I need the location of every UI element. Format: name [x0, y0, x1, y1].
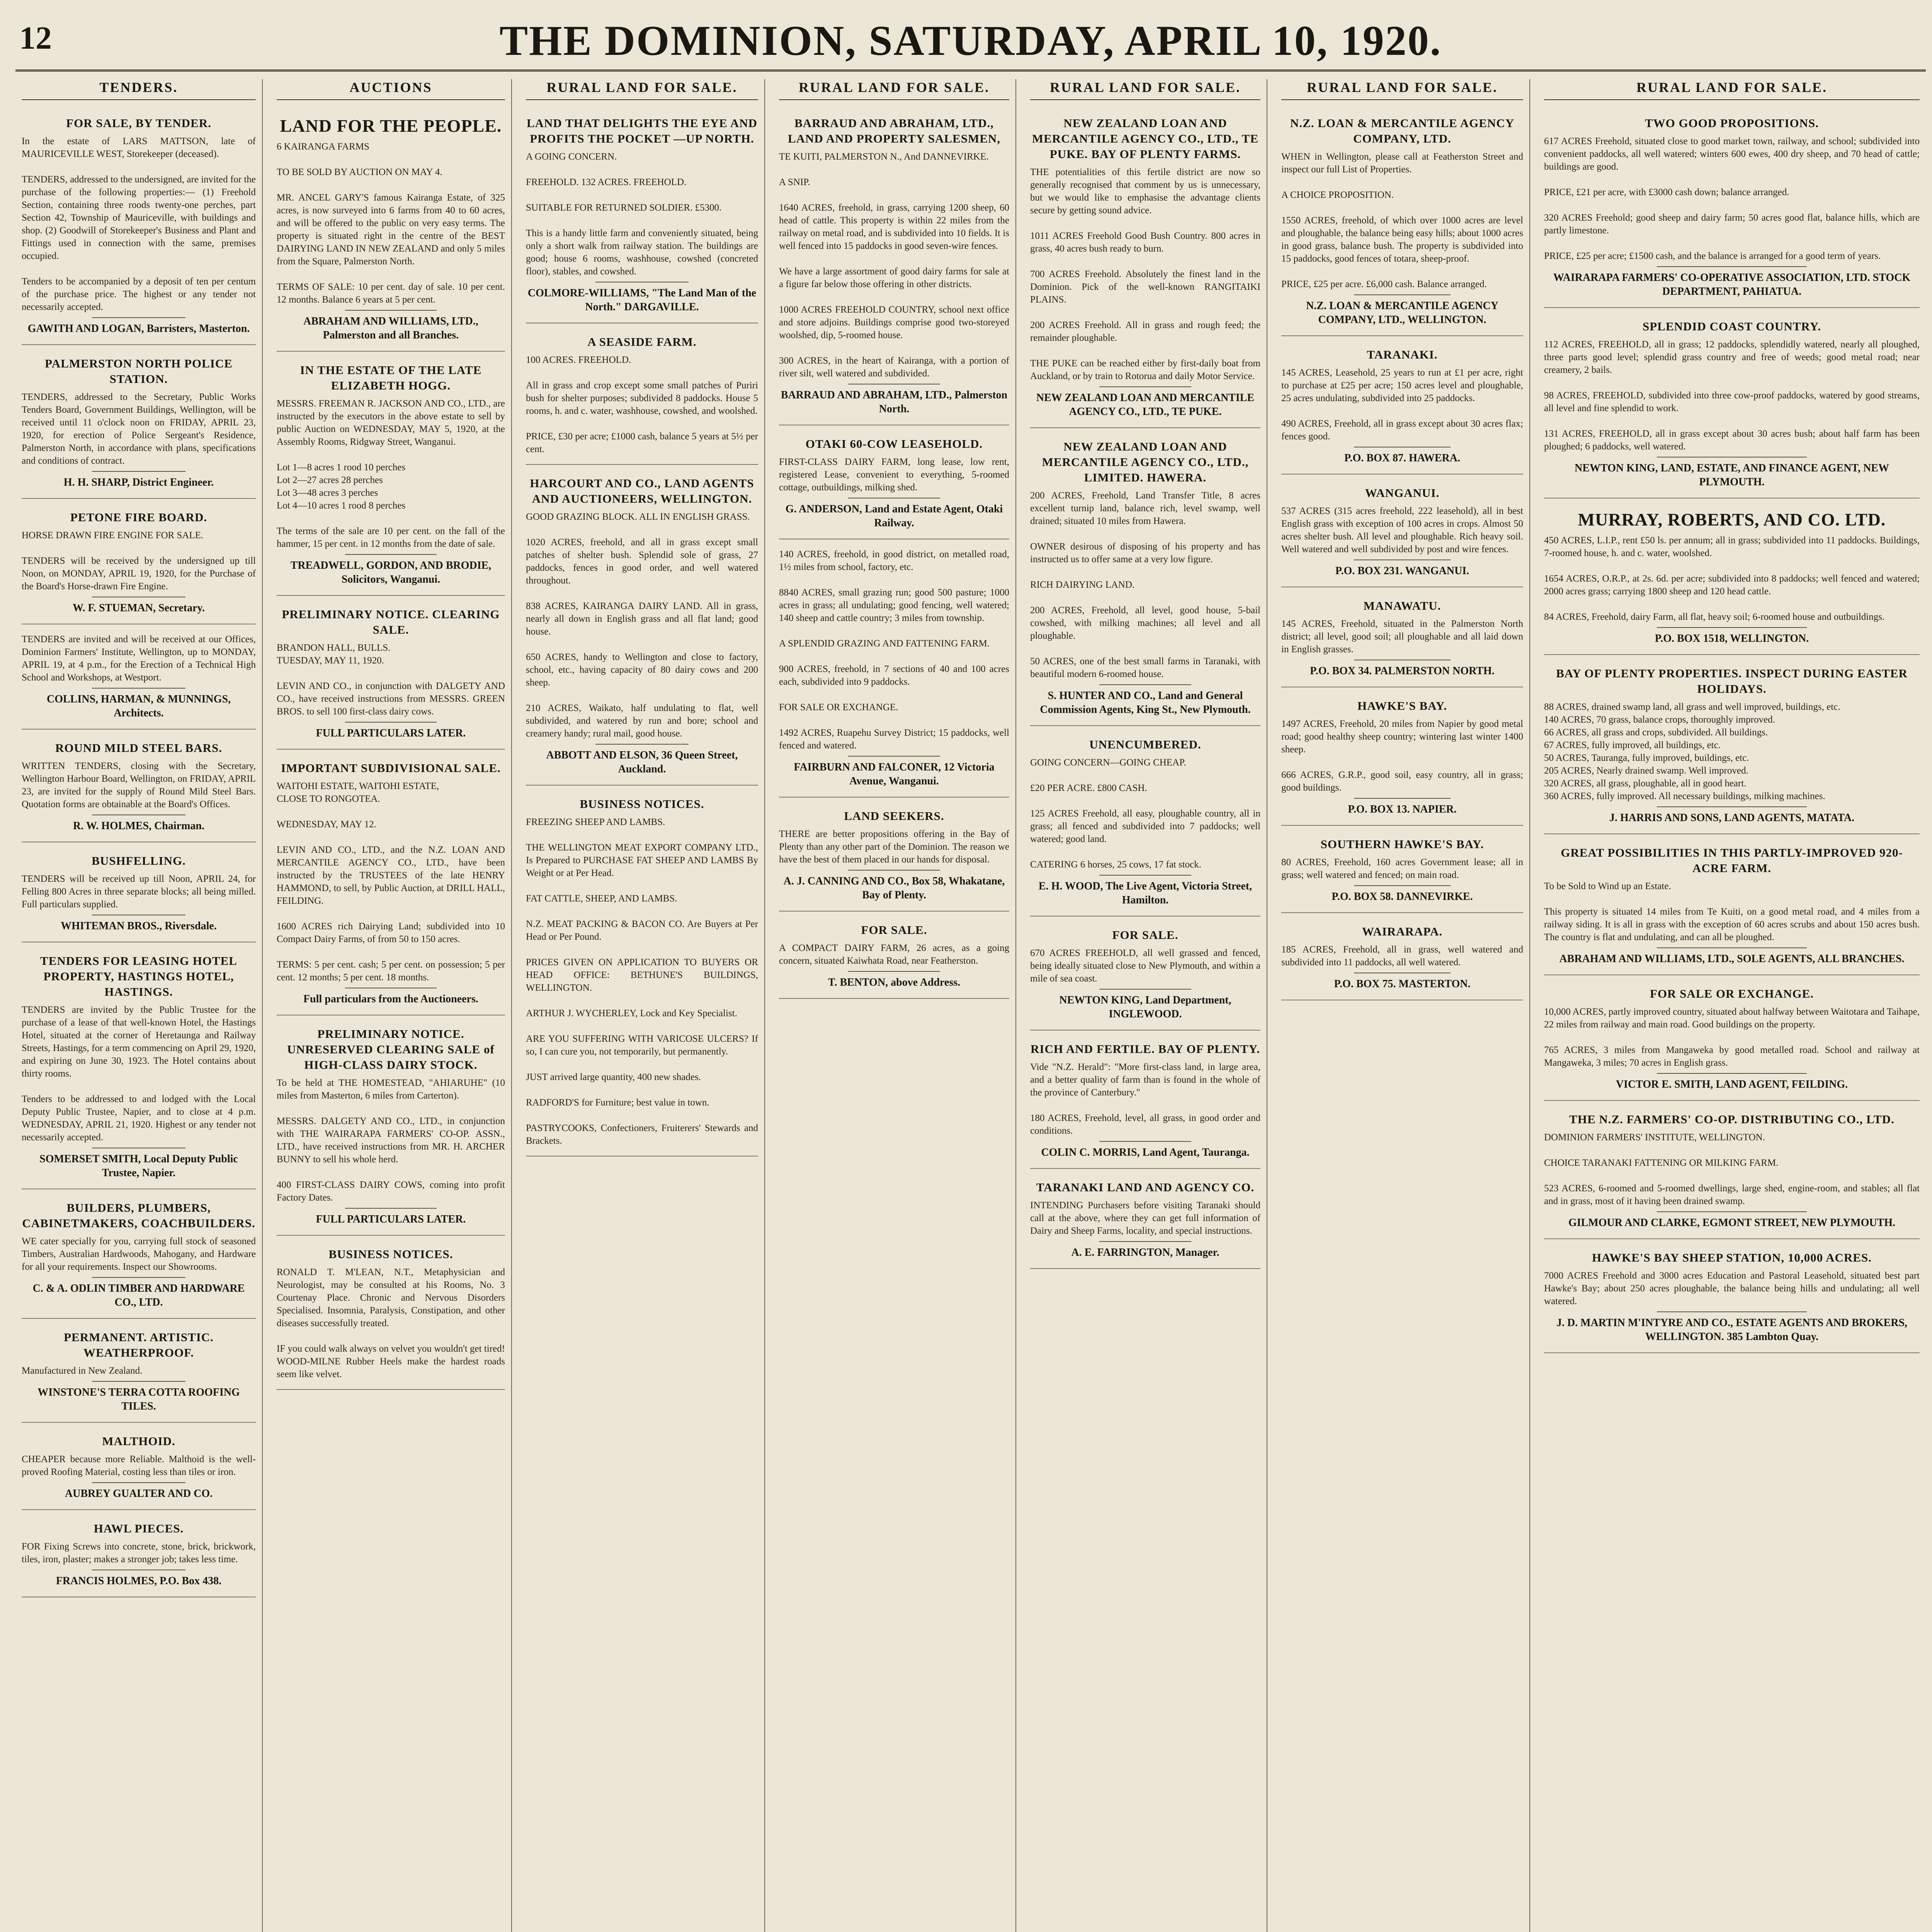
- ad-signature: P.O. BOX 87. HAWERA.: [1344, 452, 1460, 464]
- ad-signature: FAIRBURN AND FALCONER, 12 Victoria Avenue, Wanganui.: [794, 761, 995, 787]
- advertisement: [277, 1019, 505, 1236]
- ad-signature: P.O. BOX 13. NAPIER.: [1348, 803, 1457, 815]
- advertisement: [1544, 502, 1920, 655]
- ad-signature: GILMOUR AND CLARKE, EGMONT STREET, NEW PLYMOUTH.: [1568, 1217, 1896, 1229]
- advertisement: [22, 946, 256, 1189]
- ad-body: 185 ACRES, Freehold, all in grass, well watered and subdivided into 11 paddocks, all well watered.: [1281, 944, 1523, 968]
- ad-body: FIRST-CLASS DAIRY FARM, long lease, low rent, registered Lease, convenient to everything, 5-roomed cottage, outbuildings, milking shed.: [779, 457, 1009, 493]
- ad-title: PALMERSTON NORTH POLICE STATION.: [45, 357, 233, 386]
- ad-signature: ABRAHAM AND WILLIAMS, LTD., Palmerston and all Branches.: [303, 315, 478, 341]
- ad-body: In the estate of LARS MATTSON, late of MAURICEVILLE WEST, Storekeeper (deceased). TENDERS, addressed to the undersigned, are invited for the purchase of the following properties:— (1) Freehold Section, containing three roods twenty-one perches, part Section 42, Township of Mauriceville, with buildings and shop. (2) Goodwill of Storekeeper's Business and Plant and Fittings used in connection with the same, premises occupied. Tenders to be accompanied by a deposit of ten per centum of the purchase price. The highest or any tender not necessarily accepted.: [22, 136, 256, 312]
- advertisement: [22, 1513, 256, 1597]
- ad-signature: P.O. BOX 1518, WELLINGTON.: [1655, 633, 1809, 645]
- ad-title: WANGANUI.: [1365, 486, 1440, 500]
- divider: [1657, 1211, 1807, 1212]
- ad-title: MURRAY, ROBERTS, AND CO. LTD.: [1578, 510, 1886, 529]
- ad-title: HARCOURT AND CO., LAND AGENTS AND AUCTIONEERS, WELLINGTON.: [530, 476, 754, 505]
- divider: [1099, 1241, 1191, 1242]
- ad-title: IN THE ESTATE OF THE LATE ELIZABETH HOGG.: [300, 363, 482, 392]
- divider: [345, 1208, 436, 1209]
- ad-signature: COLLINS, HARMAN, & MUNNINGS, Architects.: [46, 693, 231, 719]
- ad-signature: J. HARRIS AND SONS, LAND AGENTS, MATATA.: [1609, 812, 1855, 824]
- ad-signature: Full particulars from the Auctioneers.: [303, 993, 478, 1005]
- ad-body: 6 KAIRANGA FARMS TO BE SOLD BY AUCTION ON MAY 4. MR. ANCEL GARY'S famous Kairanga Estate, of 325 acres, is now surveyed into 6 farms from 40 to 60 acres, and will be offered to the public on very easy terms. The property is situated right in the centre of the BEST DAIRYING LAND IN NEW ZEALAND and only 5 miles from the Square, Palmerston North. TERMS OF SALE: 10 per cent. day of sale. 10 per cent. 12 months. Balance 6 years at 5 per cent.: [277, 141, 505, 305]
- ad-signature: WHITEMAN BROS., Riversdale.: [61, 920, 217, 932]
- ad-signature: SOMERSET SMITH, Local Deputy Public Trustee, Napier.: [39, 1153, 238, 1179]
- ad-signature: COLMORE-WILLIAMS, "The Land Man of the North." DARGAVILLE.: [527, 287, 757, 313]
- ad-body: 617 ACRES Freehold, situated close to good market town, railway, and school; subdivided into convenient paddocks, all well watered; winters 600 ewes, 400 dry sheep, and 70 head of cattle; buildings are good. PRICE, £21 per acre, with £3000 cash down; balance arranged. 320 ACRES Freehold; good sheep and dairy farm; 50 acres good flat, balance hills, which are partly limestone. PRICE, £25 per acre; £1500 cash, and the balance is arranged for a good term of years.: [1544, 136, 1920, 261]
- ad-signature: H. H. SHARP, District Engineer.: [63, 476, 214, 488]
- ad-signature: P.O. BOX 75. MASTERTON.: [1334, 978, 1471, 990]
- ad-body: DOMINION FARMERS' INSTITUTE, WELLINGTON. CHOICE TARANAKI FATTENING OR MILKING FARM. 523 ACRES, 6-roomed and 5-roomed dwellings, large shed, engine-room, and stables; all flat and in grass, most of it having been drained swamp.: [1544, 1132, 1920, 1206]
- ad-title: NEW ZEALAND LOAN AND MERCANTILE AGENCY CO., LTD., LIMITED. HAWERA.: [1042, 440, 1249, 484]
- ad-title: FOR SALE.: [861, 923, 927, 937]
- ad-body: 80 ACRES, Freehold, 160 acres Government lease; all in grass; well watered and fenced; on main road.: [1281, 857, 1523, 880]
- ad-body: WAITOHI ESTATE, WAITOHI ESTATE, CLOSE TO RONGOTEA. WEDNESDAY, MAY 12. LEVIN AND CO., LTD., and the N.Z. LOAN AND MERCANTILE AGENCY CO., LTD., have been instructed by the TRUSTEES of the late HENRY HAMMOND, to sell, by Public Auction, at DRILL HALL, FEILDING. 1600 ACRES rich Dairying Land; subdivided into 10 Compact Dairy Farms, of from 50 to 150 acres. TERMS: 5 per cent. cash; 5 per cent. on possession; 5 per cent. 12 months; 5 per cent. 18 months.: [277, 781, 505, 983]
- ad-title: BUILDERS, PLUMBERS, CABINETMAKERS, COACHBUILDERS.: [22, 1201, 255, 1230]
- advertisement: [779, 543, 1009, 798]
- divider: [345, 554, 436, 555]
- ad-body: FREEZING SHEEP AND LAMBS. THE WELLINGTON MEAT EXPORT COMPANY LTD., Is Prepared to PURCHASE FAT SHEEP AND LAMBS By Weight or at Per Head. FAT CATTLE, SHEEP, AND LAMBS. N.Z. MEAT PACKING & BACON CO. Are Buyers at Per Head or Per Pound. PRICES GIVEN ON APPLICATION TO BUYERS OR HEAD OFFICE: BETHUNE'S BUILDINGS, WELLINGTON. ARTHUR J. WYCHERLEY, Lock and Key Specialist. ARE YOU SUFFERING WITH VARICOSE ULCERS? If so, I can cure you, not temporarily, but permanently. JUST arrived large quantity, 400 new shades. RADFORD'S for Furniture; best value in town. PASTRYCOOKS, Confectioners, Fruiterers' Stewards and Brackets.: [526, 817, 758, 1146]
- ad-title: TENDERS FOR LEASING HOTEL PROPERTY, HASTINGS HOTEL, HASTINGS.: [40, 954, 237, 998]
- ad-title: RICH AND FERTILE. BAY OF PLENTY.: [1031, 1042, 1260, 1056]
- divider: [1657, 1073, 1807, 1074]
- divider: [1657, 1311, 1807, 1312]
- ad-signature: FULL PARTICULARS LATER.: [316, 727, 466, 739]
- divider: [92, 471, 185, 472]
- ad-signature: ABRAHAM AND WILLIAMS, LTD., SOLE AGENTS, ALL BRANCHES.: [1559, 953, 1905, 965]
- ad-signature: FRANCIS HOLMES, P.O. Box 438.: [56, 1575, 222, 1587]
- ad-body: BRANDON HALL, BULLS. TUESDAY, MAY 11, 1920. LEVIN AND CO., in conjunction with DALGETY AND CO., have received instructions from MESSRS. GREEN BROS. to sell 100 first-class dairy cows.: [277, 643, 505, 717]
- ad-title: A SEASIDE FARM.: [587, 335, 697, 349]
- divider: [1099, 684, 1191, 685]
- ad-title: THE N.Z. FARMERS' CO-OP. DISTRIBUTING CO., LTD.: [1569, 1112, 1895, 1126]
- ad-title: HAWKE'S BAY.: [1357, 699, 1447, 713]
- ad-signature: W. F. STUEMAN, Secretary.: [73, 602, 205, 614]
- advertisement: [22, 348, 256, 499]
- ad-signature: P.O. BOX 58. DANNEVIRKE.: [1332, 891, 1473, 903]
- ad-body: TENDERS will be received up till Noon, APRIL 24, for Felling 800 Acres in three separate blocks; all being milled. Full particulars supplied.: [22, 874, 256, 910]
- advertisement: [1030, 729, 1260, 917]
- ad-signature: NEW ZEALAND LOAN AND MERCANTILE AGENCY CO., LTD., TE PUKE.: [1036, 392, 1255, 418]
- column-heading: RURAL LAND FOR SALE.: [1544, 79, 1920, 100]
- column-4: [773, 79, 1016, 1932]
- ad-body: 537 ACRES (315 acres freehold, 222 leasehold), all in best English grass with exception of 100 acres in crops. Almost 50 acres shelter bush. All level and ploughable. Rich heavy soil. Well watered and well subdivided by post and wire fences.: [1281, 506, 1523, 554]
- ad-body: GOOD GRAZING BLOCK. ALL IN ENGLISH GRASS. 1020 ACRES, freehold, and all in grass except small patches of shelter bush. Splendid sole of grass, 27 paddocks, fences in good order, and well watered throughout. 838 ACRES, KAIRANGA DAIRY LAND. All in grass, nearly all down in English grass and all flat land; good house. 650 ACRES, handy to Wellington and close to factory, school, etc., having capacity of 80 dairy cows and 200 sheep. 210 ACRES, Waikato, half undulating to flat, well subdivided, and watered by run and bore; school and creamery handy; rural mail, good house.: [526, 512, 758, 739]
- ad-body: 450 ACRES, L.I.P., rent £50 ls. per annum; all in grass; subdivided into 11 paddocks. Buildings, 7-roomed house, h. and c. water, woolshed. 1654 ACRES, O.R.P., at 2s. 6d. per acre; subdivided into 8 paddocks; well fenced and watered; 2000 acres grass; carrying 1800 sheep and 120 head cattle. 84 ACRES, Freehold, dairy Farm, all flat, heavy soil; 6-roomed house and outbuildings.: [1544, 535, 1920, 622]
- ad-title: PERMANENT. ARTISTIC. WEATHERPROOF.: [64, 1330, 214, 1359]
- ad-title: BAY OF PLENTY PROPERTIES. INSPECT DURING EASTER HOLIDAYS.: [1556, 667, 1908, 696]
- advertisement: [22, 502, 256, 624]
- ad-title: BARRAUD AND ABRAHAM, LTD., LAND AND PROPERTY SALESMEN,: [787, 116, 1001, 145]
- column-3: [520, 79, 765, 1932]
- divider: [595, 744, 688, 745]
- masthead-title: THE DOMINION, SATURDAY, APRIL 10, 1920.: [499, 17, 1442, 64]
- advertisement: [1544, 1104, 1920, 1239]
- ad-body: 88 ACRES, drained swamp land, all grass and well improved, buildings, etc. 140 ACRES, 70 grass, balance crops, thoroughly improved. 66 ACRES, all grass and crops, subdivided. All buildings. 67 ACRES, fully improved, all buildings, etc. 50 ACRES, Tauranga, fully improved, buildings, etc. 205 ACRES, Nearly drained swamp. Well improved. 320 ACRES, all grass, ploughable, all in good heart. 360 ACRES, fully improved. All necessary buildings, milking machines.: [1544, 702, 1840, 801]
- advertisement: [1030, 431, 1260, 726]
- ad-body: 200 ACRES, Freehold, Land Transfer Title, 8 acres excellent turnip land, balance rich, level swamp, well drained; situated 10 miles from Hawera. OWNER desirous of disposing of his property and has instructed us to offer same at a very low figure. RICH DAIRYING LAND. 200 ACRES, Freehold, all level, good house, 5-bail cowshed, with milking machines; all level and all ploughable. 50 ACRES, one of the best small farms in Taranaki, with beautiful modern 6-roomed house.: [1030, 490, 1260, 679]
- ad-signature: AUBREY GUALTER AND CO.: [65, 1488, 213, 1500]
- ad-body: FOR Fixing Screws into concrete, stone, brick, brickwork, tiles, iron, plaster; makes a stronger job; takes less time.: [22, 1541, 256, 1565]
- ad-title: TWO GOOD PROPOSITIONS.: [1645, 116, 1819, 130]
- ad-title: OTAKI 60-COW LEASEHOLD.: [805, 437, 983, 451]
- ad-signature: A. E. FARRINGTON, Manager.: [1071, 1247, 1219, 1259]
- advertisement: [1030, 1034, 1260, 1169]
- divider: [1657, 266, 1807, 267]
- ad-title: MALTHOID.: [102, 1434, 175, 1448]
- advertisement: [22, 108, 256, 345]
- divider: [1657, 627, 1807, 628]
- ad-body: 112 ACRES, FREEHOLD, all in grass; 12 paddocks, splendidly watered, nearly all ploughed, three parts good level; splendid grass country and free of weeds; good metal road; near creamery, 2 bails. 98 ACRES, FREEHOLD, subdivided into three cow-proof paddocks, watered by good streams, all level and fine splendid to work. 131 ACRES, FREEHOLD, all in grass except about 30 acres bush; about half farm has been ploughed; 6 paddocks, well watered.: [1544, 339, 1920, 452]
- advertisement: [22, 1426, 256, 1510]
- ad-title: HAWKE'S BAY SHEEP STATION, 10,000 ACRES.: [1592, 1251, 1872, 1264]
- advertisement: [1281, 478, 1523, 587]
- advertisement: [277, 108, 505, 352]
- divider: [1657, 947, 1807, 948]
- ad-title: N.Z. LOAN & MERCANTILE AGENCY COMPANY, LTD.: [1290, 116, 1515, 145]
- ad-signature: COLIN C. MORRIS, Land Agent, Tauranga.: [1041, 1146, 1250, 1158]
- column-1: [15, 79, 263, 1932]
- divider: [848, 756, 940, 757]
- divider: [92, 688, 185, 689]
- ad-title: WAIRARAPA.: [1362, 925, 1443, 938]
- ad-body: To be Sold to Wind up an Estate. This property is situated 14 miles from Te Kuiti, on a good metal road, and 4 miles from a railway siding. It is all in grass with the exception of 60 acres scrubs and about 150 acres bush. The country is flat and undulating, and can all be ploughed.: [1544, 881, 1920, 942]
- ad-body: RONALD T. M'LEAN, N.T., Metaphysician and Neurologist, may be consulted at his Rooms, No. 3 Courtenay Place. Chronic and Nervous Disorders Specialised. Insomnia, Paralysis, Constipation, and other diseases successfully treated. IF you could walk always on velvet you wouldn't get tired! WOOD-MILNE Rubber Heels make the hardest roads seem like velvet.: [277, 1267, 505, 1379]
- ad-signature: WINSTONE'S TERRA COTTA ROOFING TILES.: [37, 1386, 240, 1412]
- ad-title: FOR SALE, BY TENDER.: [66, 116, 211, 130]
- advertisement: [22, 628, 256, 730]
- ad-body: TE KUITI, PALMERSTON N., And DANNEVIRKE. A SNIP. 1640 ACRES, freehold, in grass, carrying 1200 sheep, 60 head of cattle. This property is within 22 miles from the railway on metal road, and is subdivided into 10 fields. It is well fenced into 15 paddocks in good seven-wire fences. We have a large assortment of good dairy farms for sale at a figure far below those offering in other districts. 1000 ACRES FREEHOLD COUNTRY, school next office and store adjoins. Buildings comprise good two-storeyed woolshed, dip, 5-roomed house. 300 ACRES, in the heart of Kairanga, with a portion of river silt, well watered and subdivided.: [779, 151, 1009, 379]
- ad-signature: R. W. HOLMES, Chairman.: [73, 820, 204, 832]
- ad-title: UNENCUMBERED.: [1089, 738, 1201, 751]
- advertisement: [779, 915, 1009, 999]
- ad-body: TENDERS are invited and will be received at our Offices, Dominion Farmers' Institute, Wellington, up to MONDAY, APRIL 19, at 4 p.m., for the Erection of a Technical High School and Workshops, at Westport.: [22, 634, 256, 683]
- advertisement: [779, 108, 1009, 425]
- ad-title: MANAWATU.: [1363, 599, 1441, 612]
- divider: [848, 870, 940, 871]
- ad-title: LAND THAT DELIGHTS THE EYE AND PROFITS THE POCKET —UP NORTH.: [526, 116, 758, 145]
- ad-signature: NEWTON KING, LAND, ESTATE, AND FINANCE AGENT, NEW PLYMOUTH.: [1575, 462, 1889, 488]
- ad-signature: BARRAUD AND ABRAHAM, LTD., Palmerston North.: [781, 389, 1008, 415]
- advertisement: [526, 468, 758, 786]
- ad-signature: G. ANDERSON, Land and Estate Agent, Otaki Railway.: [785, 503, 1003, 529]
- ad-body: THERE are better propositions offering in the Bay of Plenty than any other part of the Dominion. The reason we have the best of them placed in our hands for disposal.: [779, 829, 1009, 865]
- advertisement: [22, 733, 256, 842]
- ad-signature: P.O. BOX 231. WANGANUI.: [1335, 565, 1469, 577]
- ad-title: PRELIMINARY NOTICE. UNRESERVED CLEARING SALE of HIGH-CLASS DAIRY STOCK.: [287, 1027, 495, 1071]
- advertisement: [1544, 837, 1920, 975]
- ad-title: PRELIMINARY NOTICE. CLEARING SALE.: [282, 607, 500, 636]
- ad-body: THE potentialities of this fertile district are now so generally recognised that comment by us is unnecessary, but we would like to emphasise the advantage clients secure by getting sound advice. 1011 ACRES Freehold Good Bush Country. 800 acres in grass, 40 acres bush ready to burn. 700 ACRES Freehold. Absolutely the finest land in the Dominion. Pick of the well-known RANGITAIKI PLAINS. 200 ACRES Freehold. All in grass and rough feed; the remainder ploughable. THE PUKE can be reached either by first-daily boat from Auckland, or by train to Rotorua and daily Motor Service.: [1030, 167, 1260, 381]
- advertisement: [779, 801, 1009, 912]
- ad-title: BUSHFELLING.: [92, 854, 186, 867]
- advertisement: [1544, 311, 1920, 498]
- ad-title: ROUND MILD STEEL BARS.: [55, 741, 222, 755]
- ad-body: WHEN in Wellington, please call at Featherston Street and inspect our full List of Properties. A CHOICE PROPOSITION. 1550 ACRES, freehold, of which over 1000 acres are level and ploughable, the balance being easy hills; about 1000 acres in good grass, balance bush. The property is subdivided into 15 paddocks, good fences of totara, sheep-proof. PRICE, £25 per acre. £6,000 cash. Balance arranged.: [1281, 151, 1523, 289]
- ad-title: TARANAKI LAND AND AGENCY CO.: [1036, 1180, 1255, 1194]
- ad-title: IMPORTANT SUBDIVISIONAL SALE.: [281, 761, 501, 775]
- column-heading: AUCTIONS: [277, 79, 505, 100]
- column-heading: RURAL LAND FOR SALE.: [1030, 79, 1260, 100]
- ad-signature: T. BENTON, above Address.: [828, 976, 961, 988]
- ad-signature: C. & A. ODLIN TIMBER AND HARDWARE CO., LTD.: [32, 1282, 245, 1308]
- ad-signature: E. H. WOOD, The Live Agent, Victoria Street, Hamilton.: [1038, 880, 1252, 906]
- advertisement: [1544, 1242, 1920, 1353]
- ad-signature: S. HUNTER AND CO., Land and General Commission Agents, King St., New Plymouth.: [1040, 690, 1251, 716]
- column-heading: TENDERS.: [22, 79, 256, 100]
- ad-title: SPLENDID COAST COUNTRY.: [1642, 320, 1821, 333]
- advertisement: [1030, 920, 1260, 1031]
- divider: [1657, 806, 1807, 807]
- advertisement: [1281, 590, 1523, 687]
- ad-body: A COMPACT DAIRY FARM, 26 acres, as a going concern, situated Kaiwhata Road, near Featherston.: [779, 943, 1009, 966]
- column-2: [270, 79, 512, 1932]
- advertisement: [1281, 339, 1523, 474]
- divider: [345, 310, 436, 311]
- divider: [1354, 294, 1451, 295]
- ad-body: 140 ACRES, freehold, in good district, on metalled road, 1½ miles from school, factory, etc. 8840 ACRES, small grazing run; good 500 pasture; 1000 acres in grass; all undulating; good fencing, well watered; 140 sheep and cattle country; 3 miles from township. A SPLENDID GRAZING AND FATTENING FARM. 900 ACRES, freehold, in 7 sections of 40 and 100 acres each, subdivided into 9 paddocks. FOR SALE OR EXCHANGE. 1492 ACRES, Ruapehu Survey District; 15 paddocks, well fenced and watered.: [779, 549, 1009, 751]
- ad-signature: A. J. CANNING AND CO., Box 58, Whakatane, Bay of Plenty.: [783, 875, 1005, 901]
- ad-signature: N.Z. LOAN & MERCANTILE AGENCY COMPANY, LTD., WELLINGTON.: [1306, 300, 1498, 326]
- advertisement: [1544, 108, 1920, 308]
- advertisement: [779, 429, 1009, 539]
- page-number: 12: [19, 20, 52, 56]
- advertisement: [277, 753, 505, 1015]
- advertisement: [526, 789, 758, 1156]
- advertisement: [1281, 108, 1523, 336]
- ad-body: 145 ACRES, Leasehold, 25 years to run at £1 per acre, right to purchase at £25 per acre; 150 acres level and ploughable, 25 acres undulating, subdivided into 25 paddocks. 490 ACRES, Freehold, all in grass except about 30 acres flax; fences good.: [1281, 367, 1523, 442]
- ad-body: WE cater specially for you, carrying full stock of seasoned Timbers, Australian Hardwoods, Mahogany, and Hardware for all your requirements. Inspect our Showrooms.: [22, 1236, 256, 1272]
- ad-body: 1497 ACRES, Freehold, 20 miles from Napier by good metal road; good healthy sheep country; wintering last winter 1400 sheep. 666 ACRES, G.R.P., good soil, easy country, all in grass; good buildings.: [1281, 719, 1523, 793]
- ad-signature: GAWITH AND LOGAN, Barristers, Masterton.: [27, 323, 250, 335]
- divider: [92, 1482, 185, 1483]
- ad-body: TENDERS, addressed to the Secretary, Public Works Tenders Board, Government Buildings, Wellington, will be received until 11 o'clock noon on FRIDAY, APRIL 23, 1920, for erection of Police Sergeant's Residence, Palmerston North, in accordance with plans, specifications and conditions of contract.: [22, 392, 256, 466]
- ad-body: TENDERS are invited by the Public Trustee for the purchase of a lease of that well-known Hotel, the Hastings Hotel, situated at the corner of Heretaunga and Railway Streets, Hastings, for a term commencing on April 29, 1920, and expiring on June 30, 1923. The Hotel contains about thirty rooms. Tenders to be addressed to and lodged with the Local Deputy Public Trustee, Napier, and to close at 4 p.m. WEDNESDAY, APRIL 21, 1920. Highest or any tender not necessarily accepted.: [22, 1005, 256, 1143]
- ad-body: To be held at THE HOMESTEAD, "AHIARUHE" (10 miles from Masterton, 6 miles from Carterton). MESSRS. DALGETY AND CO., LTD., in conjunction with THE WAIRARAPA FARMERS' CO-OP. ASSN., LTD., have received instructions from MR. H. ARCHER BUNNY to sell his whole herd. 400 FIRST-CLASS DAIRY COWS, coming into profit Factory Dates.: [277, 1078, 505, 1203]
- ad-body: Vide "N.Z. Herald": "More first-class land, in large area, and a better quality of farm than is found in the whole of the province of Canterbury." 180 ACRES, Freehold, level, all grass, in good order and conditions.: [1030, 1062, 1260, 1136]
- ad-title: LAND SEEKERS.: [844, 809, 944, 823]
- advertisement: [1281, 690, 1523, 826]
- divider: [1099, 386, 1191, 387]
- ad-body: Manufactured in New Zealand.: [22, 1366, 143, 1376]
- advertisement: [277, 1239, 505, 1390]
- ad-body: CHEAPER because more Reliable. Malthoid is the well-proved Roofing Material, costing less than tiles or iron.: [22, 1454, 256, 1477]
- ad-body: WRITTEN TENDERS, closing with the Secretary, Wellington Harbour Board, Wellington, on FRIDAY, APRIL 23, are invited for the supply of Round Mild Steel Bars. Quotation forms are obtainable at the Board's Offices.: [22, 761, 256, 810]
- divider: [1099, 1141, 1191, 1142]
- ad-signature: TREADWELL, GORDON, AND BRODIE, Solicitors, Wanganui.: [290, 560, 492, 585]
- ad-title: FOR SALE.: [1112, 928, 1179, 942]
- ad-body: INTENDING Purchasers before visiting Taranaki should call at the above, where they can get full information of Dairy and Sheep Farms, locality, and special instructions.: [1030, 1200, 1260, 1236]
- ad-body: A GOING CONCERN. FREEHOLD. 132 ACRES. FREEHOLD. SUITABLE FOR RETURNED SOLDIER. £5300. This is a handy little farm and conveniently situated, being only a short walk from railway station. The buildings are good; house 6 rooms, washhouse, cowshed (concreted floor), stables, and cowshed.: [526, 151, 758, 277]
- ad-body: GOING CONCERN—GOING CHEAP. £20 PER ACRE. £800 CASH. 125 ACRES Freehold, all easy, ploughable country, all in grass; all fenced and subdivided into 7 paddocks; well watered; good land. CATERING 6 horses, 25 cows, 17 fat stock.: [1030, 757, 1260, 870]
- advertisement: [526, 327, 758, 465]
- divider: [92, 317, 185, 318]
- ad-body: 100 ACRES. FREEHOLD. All in grass and crop except some small patches of Puriri bush for shelter purposes; subdivided 8 paddocks. House 5 rooms, h. and c. water, washhouse, cowshed, and woolshed. PRICE, £30 per acre; £1000 cash, balance 5 years at 5½ per cent.: [526, 355, 758, 454]
- divider: [1354, 885, 1451, 886]
- advertisement: [22, 845, 256, 942]
- ad-title: HAWL PIECES.: [94, 1522, 184, 1535]
- divider: [1354, 798, 1451, 799]
- advertisement: [277, 355, 505, 596]
- advertisement: [1281, 916, 1523, 1000]
- divider: [345, 722, 436, 723]
- ad-signature: FULL PARTICULARS LATER.: [316, 1213, 466, 1225]
- advertisement: [1281, 829, 1523, 913]
- ad-title: SOUTHERN HAWKE'S BAY.: [1320, 837, 1484, 851]
- column-7: [1538, 79, 1926, 1932]
- divider: [1099, 989, 1191, 990]
- ad-title: BUSINESS NOTICES.: [580, 797, 704, 811]
- ad-body: 7000 ACRES Freehold and 3000 acres Education and Pastoral Leasehold, situated best part Hawke's Bay; about 250 acres ploughable, the balance being hills and undulating; all well watered.: [1544, 1270, 1920, 1306]
- advertisement: [526, 108, 758, 323]
- advertisement: [22, 1322, 256, 1423]
- advertisement: [22, 1192, 256, 1319]
- ad-title: FOR SALE OR EXCHANGE.: [1650, 987, 1814, 1000]
- ad-title: PETONE FIRE BOARD.: [70, 510, 207, 524]
- ad-title: TARANAKI.: [1367, 348, 1438, 361]
- divider: [92, 1277, 185, 1278]
- masthead: [15, 12, 1926, 71]
- advertisement: [277, 599, 505, 750]
- divider: [848, 971, 940, 972]
- ad-title: BUSINESS NOTICES.: [328, 1247, 453, 1261]
- ad-body: MESSRS. FREEMAN R. JACKSON AND CO., LTD., are instructed by the executors in the above estate to sell by public Auction on WEDNESDAY, MAY 5, 1920, at the Assembly Rooms, Ridgway Street, Wanganui. Lot 1—8 acres 1 rood 10 perches Lot 2—27 acres 28 perches Lot 3—48 acres 3 perches Lot 4—10 acres 1 rood 8 perches The terms of the sale are 10 per cent. on the fall of the hammer, 15 per cent. in 12 months from the date of sale.: [277, 398, 505, 549]
- ad-body: 145 ACRES, Freehold, situated in the Palmerston North district; all level, good soil; all ploughable and all laid down in English grasses.: [1281, 619, 1523, 655]
- ad-signature: J. D. MARTIN M'INTYRE AND CO., ESTATE AGENTS AND BROKERS, WELLINGTON. 385 Lambton Quay.: [1556, 1317, 1908, 1343]
- advertisement: [1544, 658, 1920, 834]
- divider: [92, 1381, 185, 1382]
- column-heading: RURAL LAND FOR SALE.: [779, 79, 1009, 100]
- column-heading: RURAL LAND FOR SALE.: [1281, 79, 1523, 100]
- ad-signature: ABBOTT AND ELSON, 36 Queen Street, Auckland.: [546, 749, 738, 775]
- ad-signature: P.O. BOX 34. PALMERSTON NORTH.: [1310, 665, 1495, 677]
- column-6: [1275, 79, 1530, 1932]
- ad-body: 670 ACRES FREEHOLD, all well grassed and fenced, being ideally situated close to New Plymouth, and within a mile of sea coast.: [1030, 948, 1260, 984]
- ad-title: GREAT POSSIBILITIES IN THIS PARTLY-IMPROVED 920-ACRE FARM.: [1561, 846, 1903, 875]
- ad-signature: WAIRARAPA FARMERS' CO-OPERATIVE ASSOCIATION, LTD. STOCK DEPARTMENT, PAHIATUA.: [1553, 272, 1911, 298]
- column-5: [1024, 79, 1267, 1932]
- advertisement: [1030, 1172, 1260, 1269]
- divider: [1099, 875, 1191, 876]
- ad-signature: NEWTON KING, Land Department, INGLEWOOD.: [1059, 994, 1231, 1020]
- ad-signature: VICTOR E. SMITH, LAND AGENT, FEILDING.: [1616, 1078, 1848, 1090]
- ad-body: 10,000 ACRES, partly improved country, situated about halfway between Waitotara and Taihape, 22 miles from railway and main road. Good buildings on the property. 765 ACRES, 3 miles from Mangaweka by good metalled road. School and railway at Mangaweka, 3 miles; 70 acres in English grass.: [1544, 1007, 1920, 1068]
- ad-title: NEW ZEALAND LOAN AND MERCANTILE AGENCY CO., LTD., TE PUKE. BAY OF PLENTY FARMS.: [1032, 116, 1259, 161]
- column-heading: RURAL LAND FOR SALE.: [526, 79, 758, 100]
- advertisement: [1544, 978, 1920, 1101]
- advertisement: [1030, 108, 1260, 428]
- ad-title: LAND FOR THE PEOPLE.: [280, 116, 502, 136]
- ad-body: HORSE DRAWN FIRE ENGINE FOR SALE. TENDERS will be received by the undersigned up till Noon, on MONDAY, APRIL 19, 1920, for the Purchase of the Board's Horse-drawn Fire Engine.: [22, 530, 256, 592]
